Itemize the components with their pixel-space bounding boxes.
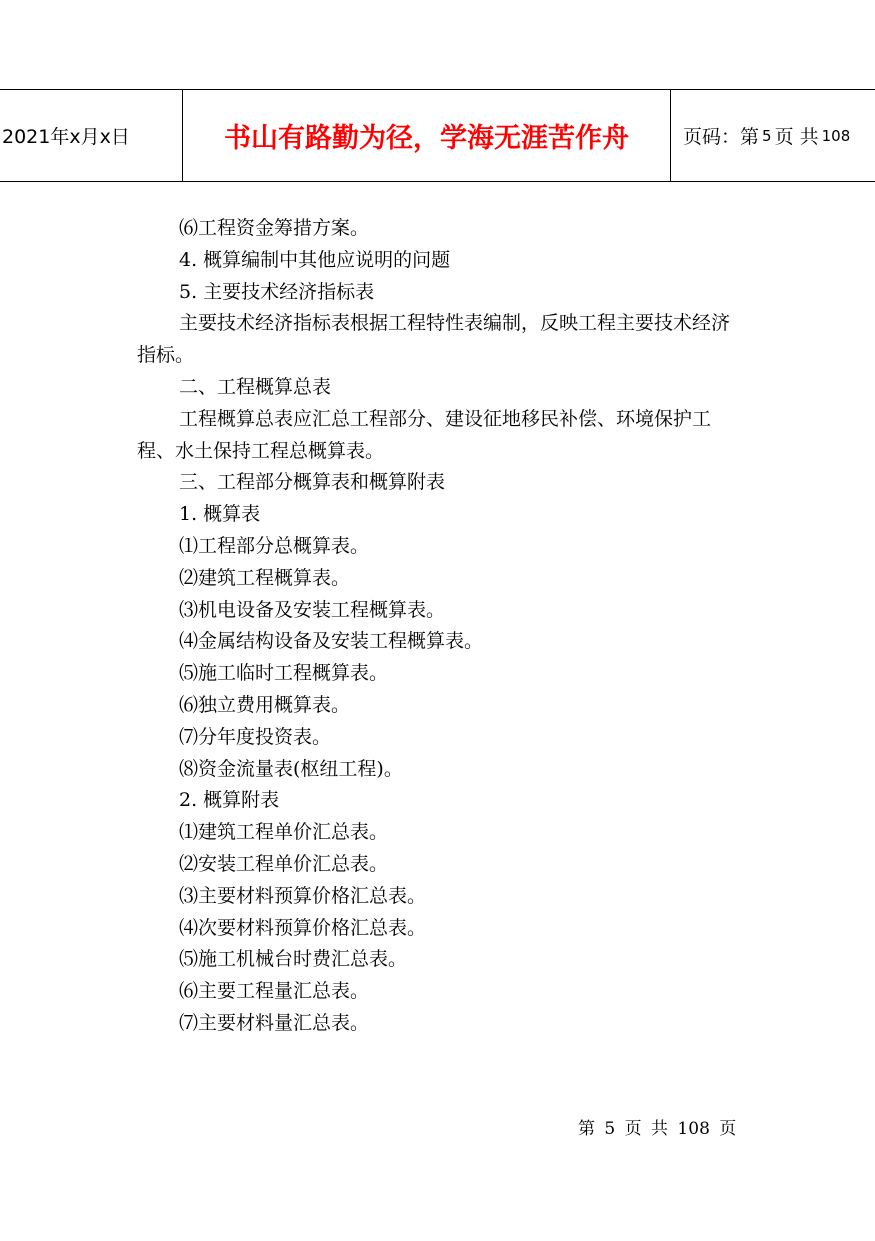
document-body: [137, 213, 747, 1040]
header-page-current: 5: [762, 126, 772, 145]
header-page-total: 108: [821, 126, 851, 145]
page-header: [0, 89, 875, 182]
page-footer: 第 5 页 共 108 页: [578, 1119, 737, 1139]
list-item: ⑹独立费用概算表。: [179, 693, 351, 716]
section-heading-3: 三、工程部分概算表和概算附表: [179, 471, 446, 494]
section-heading-2: 二、工程概算总表: [179, 375, 332, 398]
header-date: 2021年x月x日: [0, 90, 183, 181]
paragraph-indicators: 主要技术经济指标表根据工程特性表编制，反映工程主要技术经济指标。: [137, 312, 731, 367]
list-item: ⑸施工临时工程概算表。: [179, 662, 389, 685]
header-page-number: [671, 90, 875, 181]
header-motto: 书山有路勤为径，学海无涯苦作舟: [183, 90, 671, 181]
list-item: ⑶主要材料预算价格汇总表。: [179, 884, 427, 907]
list-item: ⑻资金流量表(枢纽工程)。: [179, 757, 403, 780]
list-item: ⑺主要材料量汇总表。: [179, 1011, 370, 1034]
list-title-appendix-tables: 2. 概算附表: [179, 789, 280, 812]
list-item: ⑺分年度投资表。: [179, 725, 332, 748]
paragraph-summary-table: 工程概算总表应汇总工程部分、建设征地移民补偿、环境保护工程、水土保持工程总概算表。: [137, 407, 712, 462]
list-item: ⑸施工机械台时费汇总表。: [179, 948, 408, 971]
list-item: ⑷次要材料预算价格汇总表。: [179, 916, 427, 939]
body-line: 5. 主要技术经济指标表: [179, 280, 375, 303]
list-item: ⑶机电设备及安装工程概算表。: [179, 598, 446, 621]
list-item: ⑵建筑工程概算表。: [179, 566, 351, 589]
body-line: 4. 概算编制中其他应说明的问题: [179, 248, 451, 271]
list-item: ⑹主要工程量汇总表。: [179, 980, 370, 1003]
list-item: ⑷金属结构设备及安装工程概算表。: [179, 630, 484, 653]
list-item: ⑴建筑工程单价汇总表。: [179, 821, 389, 844]
list-title-estimate-tables: 1. 概算表: [179, 503, 261, 526]
header-page-mid: 页 共: [774, 126, 819, 148]
body-line: ⑹工程资金筹措方案。: [179, 217, 370, 239]
header-page-label: 页码：第: [683, 126, 760, 148]
list-item: ⑵安装工程单价汇总表。: [179, 852, 389, 875]
list-item: ⑴工程部分总概算表。: [179, 534, 370, 557]
